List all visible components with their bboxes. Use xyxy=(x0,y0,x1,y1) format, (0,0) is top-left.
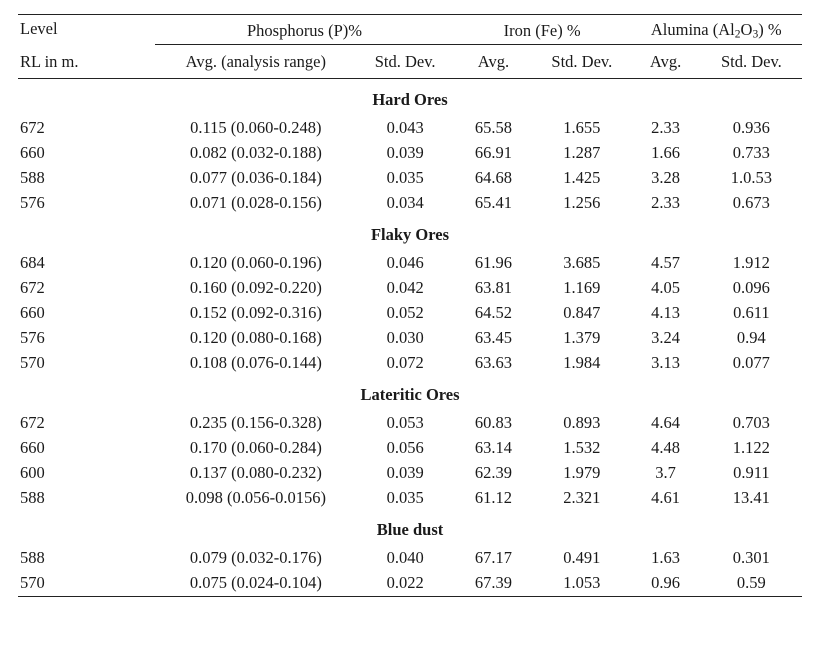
table-row xyxy=(18,301,802,326)
table-subheader-row xyxy=(18,44,802,78)
cell-al-avg: 3.13 xyxy=(651,353,681,372)
header-p-avg: Avg. (analysis range) xyxy=(155,44,356,78)
cell-fe-avg: 61.12 xyxy=(474,488,513,507)
cell-al-avg: 2.33 xyxy=(651,193,681,212)
cell-p-std: 0.042 xyxy=(386,278,424,297)
cell-p-std: 0.035 xyxy=(386,488,424,507)
header-fe-std: Std. Dev. xyxy=(533,44,630,78)
cell-fe-avg: 67.39 xyxy=(454,571,533,597)
header-alumina-sub-2: 2 xyxy=(734,28,741,41)
table-row xyxy=(18,191,802,216)
cell-fe-avg: 62.39 xyxy=(474,463,513,482)
header-group-alumina xyxy=(630,15,802,45)
cell-fe-avg: 63.81 xyxy=(474,278,513,297)
cell-level: 660 xyxy=(20,438,45,457)
cell-al-avg: 4.57 xyxy=(651,253,681,272)
cell-fe-std: 1.425 xyxy=(563,168,601,187)
table-row xyxy=(18,141,802,166)
table-row xyxy=(18,116,802,141)
cell-al-avg: 4.05 xyxy=(651,278,681,297)
cell-p-avg: 0.115 (0.060-0.248) xyxy=(190,118,322,137)
table-row xyxy=(18,326,802,351)
cell-al-avg: 3.28 xyxy=(651,168,681,187)
cell-fe-avg: 65.58 xyxy=(474,118,513,137)
cell-fe-std: 1.379 xyxy=(563,328,601,347)
cell-al-avg: 3.24 xyxy=(651,328,681,347)
cell-level: 672 xyxy=(20,278,45,297)
table-row xyxy=(18,461,802,486)
table-row xyxy=(18,351,802,376)
cell-p-avg: 0.152 (0.092-0.316) xyxy=(189,303,322,322)
cell-fe-std: 1.979 xyxy=(563,463,601,482)
cell-fe-std: 1.169 xyxy=(563,278,601,297)
cell-al-std: 1.912 xyxy=(732,253,770,272)
cell-fe-avg: 64.68 xyxy=(474,168,513,187)
cell-fe-avg: 64.52 xyxy=(474,303,513,322)
cell-al-std: 0.301 xyxy=(732,548,770,567)
cell-al-std: 1.122 xyxy=(732,438,770,457)
cell-al-avg: 4.48 xyxy=(651,438,681,457)
ore-analysis-table xyxy=(18,14,802,597)
cell-fe-std: 0.491 xyxy=(563,548,601,567)
cell-level: 588 xyxy=(20,168,45,187)
cell-level: 672 xyxy=(20,413,45,432)
cell-level: 660 xyxy=(20,143,45,162)
table-row xyxy=(18,486,802,511)
cell-p-std: 0.056 xyxy=(386,438,424,457)
cell-fe-avg: 60.83 xyxy=(474,413,513,432)
cell-p-avg: 0.075 (0.024-0.104) xyxy=(155,571,356,597)
header-level-line2: RL in m. xyxy=(18,44,155,78)
section-title-row xyxy=(18,78,802,116)
cell-al-std: 0.733 xyxy=(732,143,770,162)
cell-p-std: 0.040 xyxy=(386,548,424,567)
cell-p-std: 0.039 xyxy=(386,463,424,482)
cell-p-std: 0.034 xyxy=(386,193,424,212)
cell-p-avg: 0.137 (0.080-0.232) xyxy=(189,463,322,482)
cell-fe-std: 0.893 xyxy=(563,413,601,432)
cell-level: 600 xyxy=(20,463,45,482)
cell-al-avg: 1.66 xyxy=(651,143,681,162)
table-row xyxy=(18,251,802,276)
cell-al-std: 0.94 xyxy=(736,328,766,347)
cell-al-avg: 3.7 xyxy=(655,463,676,482)
cell-p-std: 0.046 xyxy=(386,253,424,272)
cell-al-std: 1.0.53 xyxy=(730,168,772,187)
table-row xyxy=(18,436,802,461)
cell-p-std: 0.039 xyxy=(386,143,424,162)
cell-p-avg: 0.160 (0.092-0.220) xyxy=(189,278,322,297)
cell-p-avg: 0.082 (0.032-0.188) xyxy=(189,143,322,162)
cell-level: 588 xyxy=(20,548,45,567)
cell-p-avg: 0.235 (0.156-0.328) xyxy=(189,413,322,432)
cell-fe-std: 1.655 xyxy=(563,118,601,137)
cell-p-avg: 0.120 (0.060-0.196) xyxy=(189,253,322,272)
cell-fe-avg: 61.96 xyxy=(474,253,513,272)
cell-p-std: 0.052 xyxy=(386,303,424,322)
table-row xyxy=(18,166,802,191)
header-alumina-pre-b: O xyxy=(740,19,753,39)
cell-p-std: 0.053 xyxy=(386,413,424,432)
section-title: Lateritic Ores xyxy=(360,384,460,404)
header-fe-avg: Avg. xyxy=(454,44,533,78)
cell-p-avg: 0.120 (0.080-0.168) xyxy=(189,328,322,347)
cell-fe-std: 3.685 xyxy=(563,253,601,272)
header-group-iron: Iron (Fe) % xyxy=(454,15,631,45)
table-row xyxy=(18,571,802,597)
cell-fe-std: 2.321 xyxy=(563,488,601,507)
cell-al-std: 0.59 xyxy=(701,571,802,597)
section-title-row xyxy=(18,376,802,411)
cell-fe-avg: 66.91 xyxy=(474,143,513,162)
cell-al-std: 0.673 xyxy=(732,193,770,212)
cell-fe-std: 0.847 xyxy=(563,303,601,322)
cell-al-avg: 0.96 xyxy=(630,571,700,597)
cell-al-std: 0.936 xyxy=(732,118,770,137)
cell-p-std: 0.035 xyxy=(386,168,424,187)
header-al-avg: Avg. xyxy=(630,44,700,78)
cell-fe-std: 1.532 xyxy=(563,438,601,457)
table-row xyxy=(18,276,802,301)
cell-al-std: 0.911 xyxy=(733,463,770,482)
cell-fe-std: 1.053 xyxy=(533,571,630,597)
cell-fe-avg: 63.45 xyxy=(474,328,513,347)
header-al-std: Std. Dev. xyxy=(701,44,802,78)
cell-fe-std: 1.984 xyxy=(563,353,601,372)
cell-fe-avg: 67.17 xyxy=(474,548,513,567)
header-level-line1: Level xyxy=(18,15,155,45)
cell-level: 684 xyxy=(20,253,45,272)
header-alumina-pre-a: Alumina (Al xyxy=(650,19,735,39)
cell-al-avg: 4.61 xyxy=(651,488,681,507)
table-group-header-row xyxy=(18,15,802,45)
cell-p-avg: 0.170 (0.060-0.284) xyxy=(189,438,322,457)
section-title: Hard Ores xyxy=(372,89,448,109)
header-alumina-sub-3: 3 xyxy=(752,28,759,41)
header-group-phosphorus: Phosphorus (P)% xyxy=(155,15,454,45)
section-title: Flaky Ores xyxy=(370,224,450,244)
cell-fe-avg: 63.63 xyxy=(474,353,513,372)
cell-p-avg: 0.079 (0.032-0.176) xyxy=(189,548,322,567)
cell-p-avg: 0.077 (0.036-0.184) xyxy=(189,168,322,187)
cell-fe-std: 1.256 xyxy=(563,193,601,212)
cell-p-std: 0.022 xyxy=(356,571,453,597)
cell-p-avg: 0.098 (0.056-0.0156) xyxy=(185,488,326,507)
section-title: Blue dust xyxy=(376,519,444,539)
cell-al-std: 0.077 xyxy=(732,353,770,372)
cell-fe-std: 1.287 xyxy=(563,143,601,162)
section-title-row xyxy=(18,511,802,546)
cell-level: 576 xyxy=(20,193,45,212)
cell-level: 672 xyxy=(20,118,45,137)
section-title-row xyxy=(18,216,802,251)
cell-al-avg: 2.33 xyxy=(651,118,681,137)
header-p-std: Std. Dev. xyxy=(356,44,453,78)
cell-level: 660 xyxy=(20,303,45,322)
cell-p-avg: 0.108 (0.076-0.144) xyxy=(189,353,322,372)
cell-level: 576 xyxy=(20,328,45,347)
table-row xyxy=(18,411,802,436)
cell-al-std: 0.703 xyxy=(732,413,770,432)
cell-p-avg: 0.071 (0.028-0.156) xyxy=(189,193,322,212)
cell-fe-avg: 63.14 xyxy=(474,438,513,457)
cell-fe-avg: 65.41 xyxy=(474,193,513,212)
header-alumina-post: ) % xyxy=(758,19,782,39)
cell-p-std: 0.072 xyxy=(386,353,424,372)
cell-p-std: 0.030 xyxy=(386,328,424,347)
cell-level: 588 xyxy=(20,488,45,507)
cell-al-avg: 4.64 xyxy=(651,413,681,432)
cell-al-std: 0.096 xyxy=(732,278,770,297)
cell-al-std: 13.41 xyxy=(732,488,770,507)
cell-level: 570 xyxy=(18,571,155,597)
cell-al-avg: 1.63 xyxy=(651,548,681,567)
cell-p-std: 0.043 xyxy=(386,118,424,137)
cell-al-std: 0.611 xyxy=(733,303,770,322)
cell-al-avg: 4.13 xyxy=(651,303,681,322)
table-row xyxy=(18,546,802,571)
cell-level: 570 xyxy=(20,353,45,372)
